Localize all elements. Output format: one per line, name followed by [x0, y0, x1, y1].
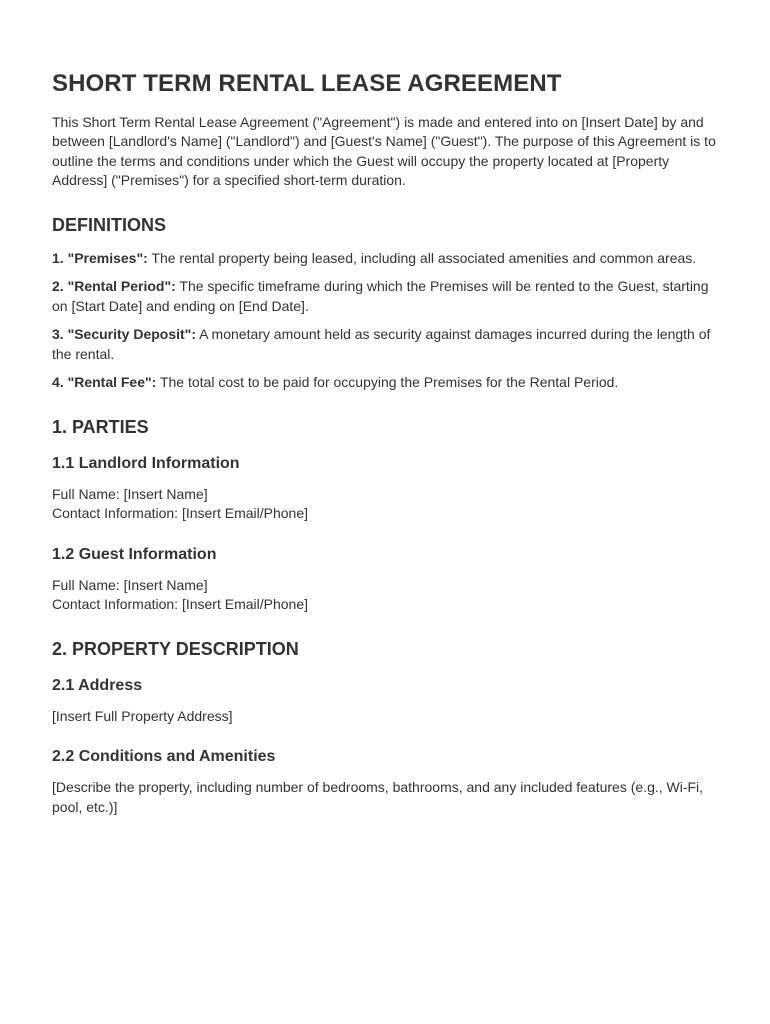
definitions-heading: DEFINITIONS [52, 214, 167, 235]
guest-info-heading: 1.2 Guest Information [52, 545, 217, 563]
definitions-section [52, 213, 720, 393]
definition-term: 2. "Rental Period": [52, 278, 176, 295]
definition-item-security-deposit [52, 325, 720, 364]
guest-info-block [52, 576, 720, 615]
guest-full-name: Full Name: [Insert Name] [52, 576, 208, 593]
definition-item-rental-fee [52, 373, 720, 393]
conditions-heading: 2.2 Conditions and Amenities [52, 748, 276, 766]
landlord-contact-info: Contact Information: [Insert Email/Phone] [52, 505, 309, 522]
property-address: [Insert Full Property Address] [52, 707, 233, 724]
definition-text: The specific timeframe during which the Premises will be rented to the Guest, starting on [Start Date] and ending on [End Date]. [52, 278, 709, 314]
property-conditions: [Describe the property, including number of bedrooms, bathrooms, and any included features (e.g., Wi-Fi, pool, etc.)] [52, 779, 704, 815]
address-block [52, 707, 720, 727]
landlord-full-name: Full Name: [Insert Name] [52, 485, 208, 502]
definition-term: 1. "Premises": [52, 249, 148, 266]
parties-section [52, 415, 720, 615]
definition-text: The total cost to be paid for occupying the Premises for the Rental Period. [156, 374, 619, 391]
landlord-info-heading: 1.1 Landlord Information [52, 454, 240, 472]
property-heading: 2. PROPERTY DESCRIPTION [52, 638, 299, 659]
definition-text: The rental property being leased, including all associated amenities and common areas. [147, 249, 697, 266]
document-title: SHORT TERM RENTAL LEASE AGREEMENT [52, 70, 562, 97]
landlord-info-block [52, 485, 720, 524]
definition-term: 4. "Rental Fee": [52, 374, 157, 391]
address-heading: 2.1 Address [52, 676, 143, 694]
definition-term: 3. "Security Deposit": [52, 326, 196, 343]
intro-paragraph: This Short Term Rental Lease Agreement ("Agreement") is made and entered into on [Insert Date] by and between [Landlord's Name] ("Landlord") and [Guest's Name] ("Guest"). The purpose of this Agreement is to outline the terms and conditions under which the Guest will occupy the property located at [Property Address] ("Premises") for a specified short-term duration. [52, 113, 716, 189]
parties-heading: 1. PARTIES [52, 416, 149, 437]
conditions-block [52, 778, 720, 817]
definition-item-premises [52, 249, 720, 269]
guest-contact-info: Contact Information: [Insert Email/Phone] [52, 596, 309, 613]
definition-text: A monetary amount held as security against damages incurred during the length of the rental. [52, 326, 711, 362]
definition-item-rental-period [52, 277, 720, 316]
property-section [52, 637, 720, 818]
